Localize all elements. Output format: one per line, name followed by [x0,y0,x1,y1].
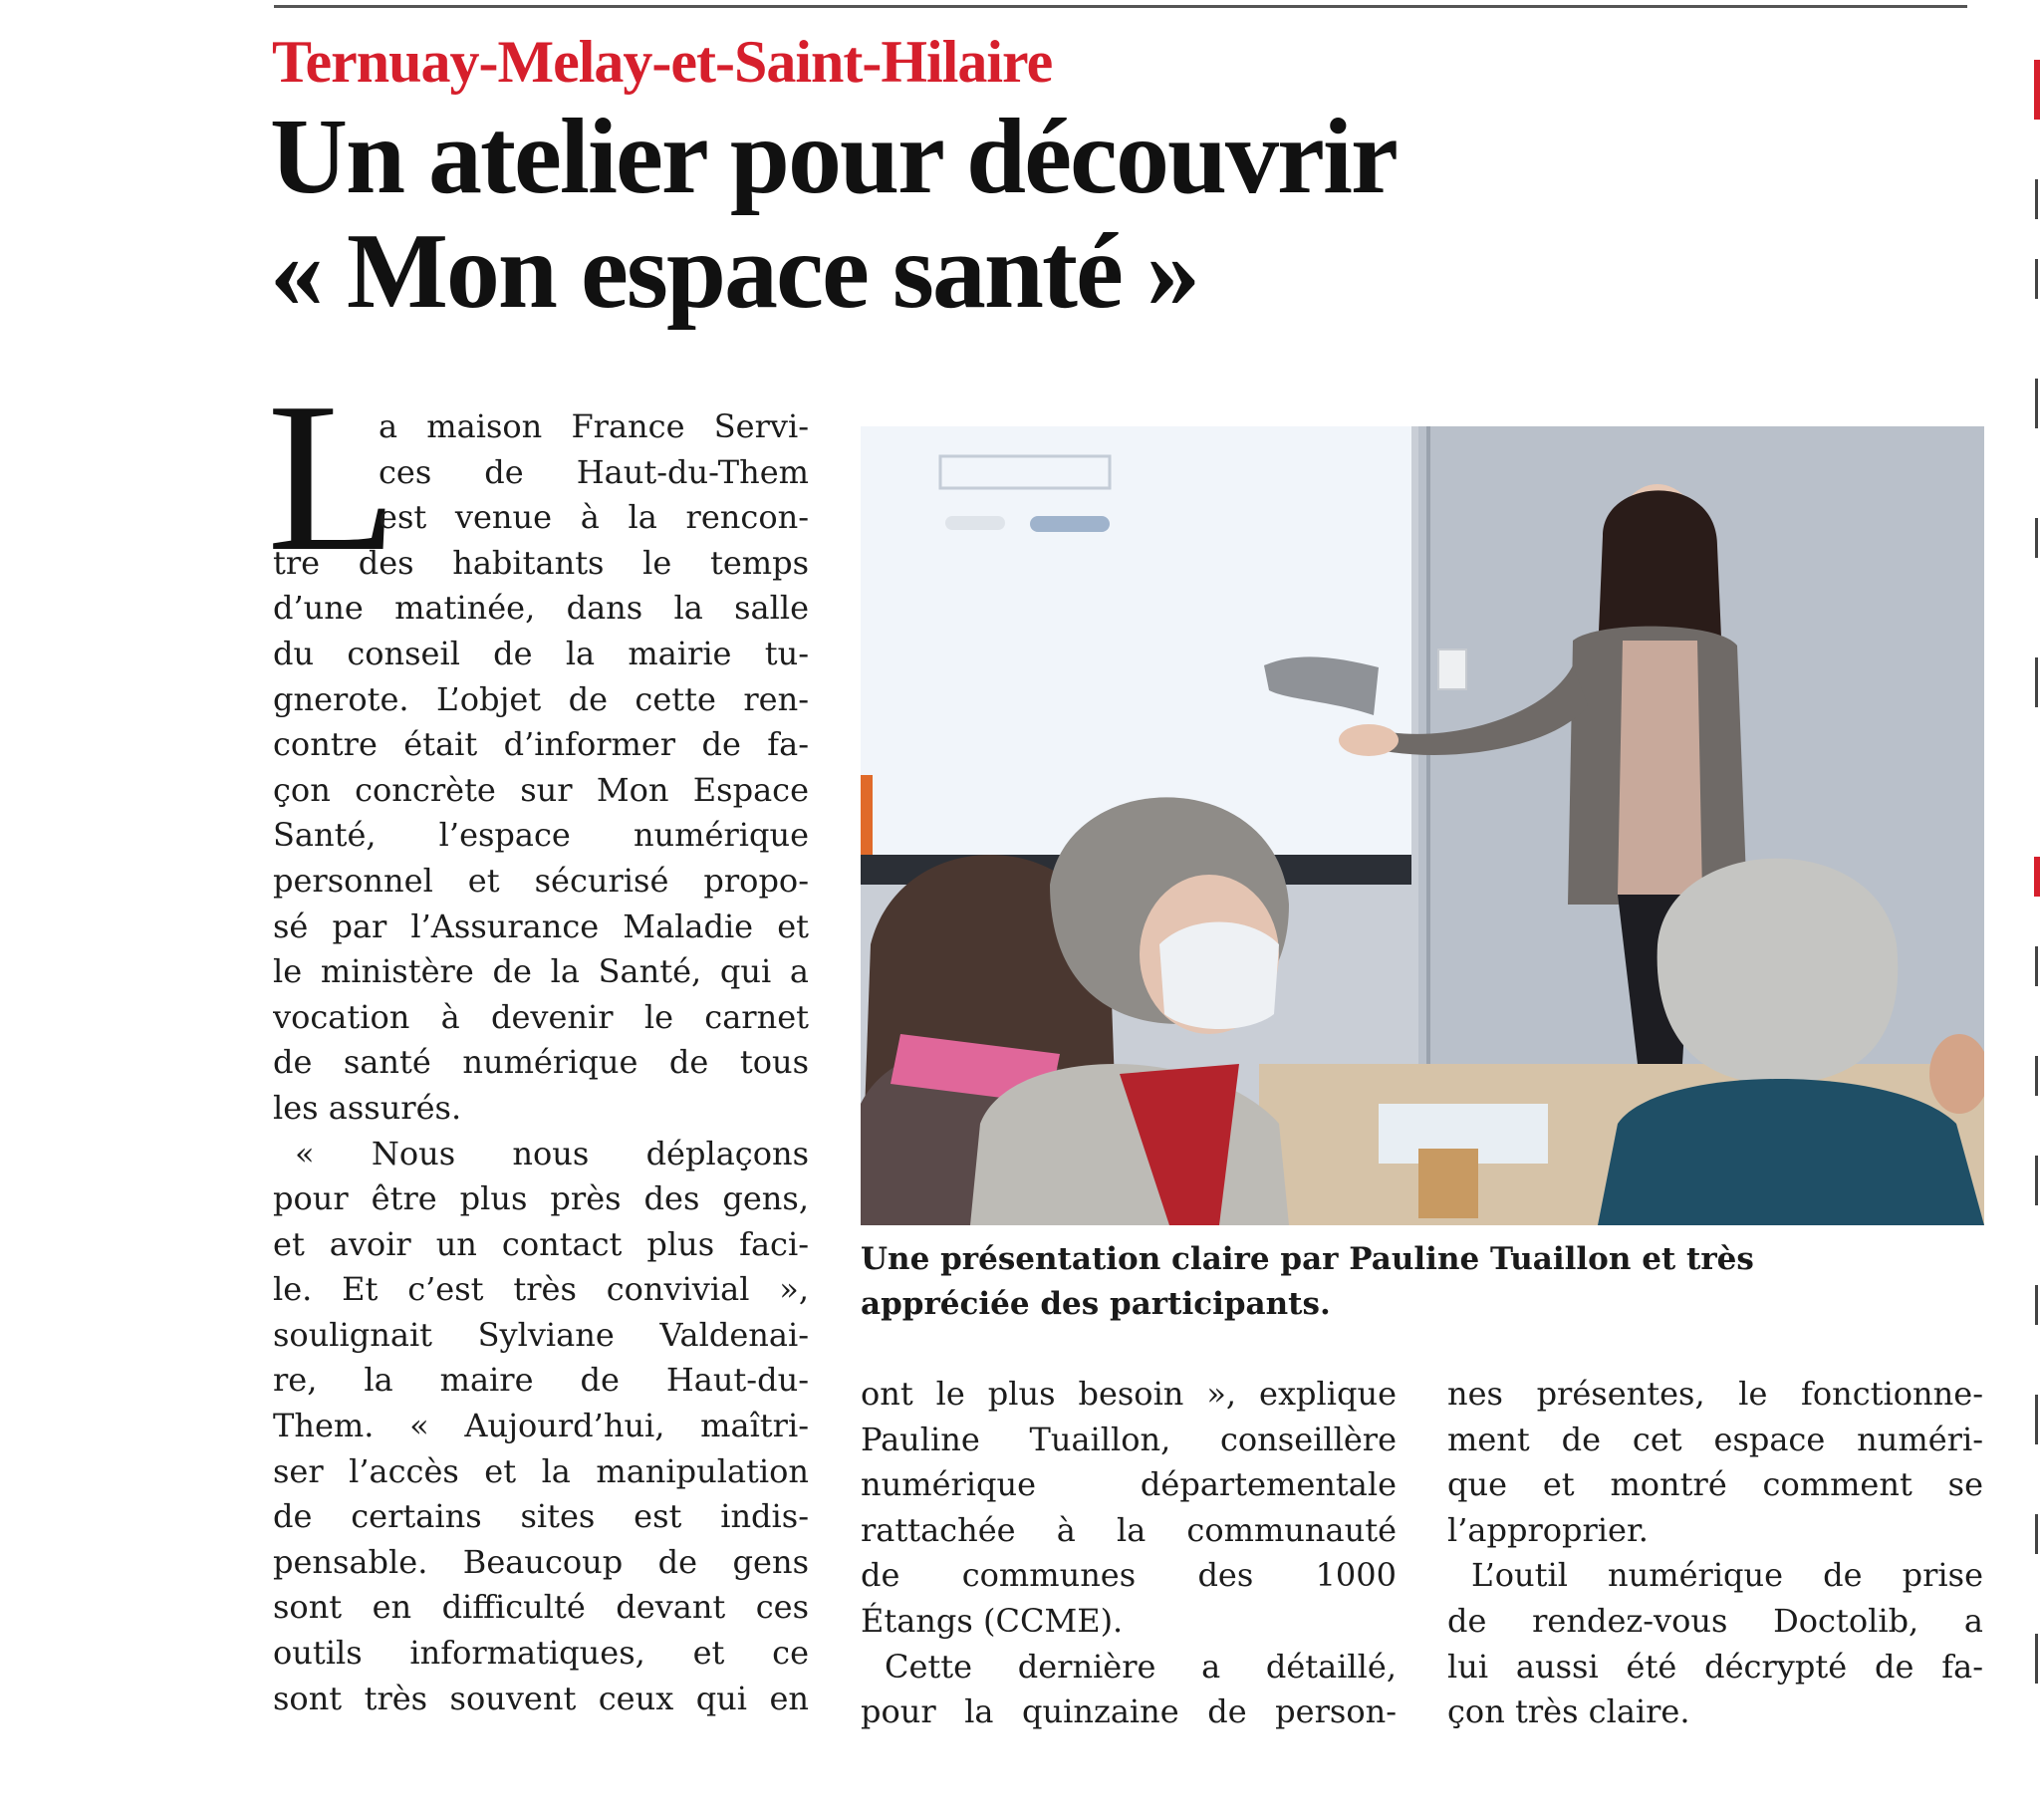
text-line: Étangs (CCME). [861,1601,1124,1640]
text-line: Pauline Tuaillon, conseillère [861,1420,1397,1458]
caption-line-1: Une présentation claire par Pauline Tuaillon et très [861,1241,1754,1277]
article-column-2 [861,1372,1397,1735]
headline-line-1: Un atelier pour découvrir [270,98,1397,216]
text-line: les assurés. [273,1088,462,1127]
text-line: vocation à devenir le carnet [273,997,809,1036]
adjacent-page-edge [2022,0,2040,1820]
text-line: nes présentes, le fonctionne- [1447,1375,1983,1413]
text-line: sont en difficulté devant ces [273,1588,809,1627]
text-line: que et montré comment se [1447,1465,1983,1504]
text-line: Them. « Aujourd’hui, maîtri- [273,1407,809,1445]
text-line: soulignait Sylviane Valdenai- [273,1315,809,1354]
article-headline [270,100,1397,329]
article-column-3 [1447,1372,1983,1735]
text-line: sont très souvent ceux qui en [273,1679,809,1717]
text-line: est venue à la rencon- [379,498,809,537]
text-line: contre était d’informer de fa- [273,725,809,764]
text-line: l’approprier. [1447,1510,1649,1549]
text-line: le. Et c’est très convivial », [273,1270,809,1309]
text-line: tre des habitants le temps [273,543,809,582]
text-line: d’une matinée, dans la salle [273,589,809,628]
article-column-1 [273,404,809,1721]
text-line: ces de Haut-du-Them [379,452,809,491]
text-line: le ministère de la Santé, qui a [273,952,809,991]
text-line: outils informatiques, et ce [273,1634,809,1673]
text-line: Cette dernière a détaillé, [885,1647,1397,1686]
text-line: pour être plus près des gens, [273,1179,809,1218]
text-line: « Nous nous déplaçons [295,1134,809,1172]
text-line: ment de cet espace numéri- [1447,1420,1983,1458]
text-line: a maison France Servi- [379,407,809,445]
text-line: numérique départementale [861,1465,1397,1504]
text-line: du conseil de la mairie tu- [273,634,809,672]
text-line: rattachée à la communauté [861,1510,1397,1549]
text-line: sé par l’Assurance Maladie et [273,907,809,945]
text-line: de certains sites est indis- [273,1497,809,1536]
text-line: de communes des 1000 [861,1556,1397,1595]
text-line: lui aussi été décrypté de fa- [1447,1647,1983,1686]
text-line: çon concrète sur Mon Espace [273,770,809,809]
text-line: de santé numérique de tous [273,1043,809,1082]
text-line: L’outil numérique de prise [1471,1556,1983,1595]
text-line: çon très claire. [1447,1692,1690,1731]
caption-line-2: appréciée des participants. [861,1286,1331,1322]
article-kicker: Ternuay-Melay-et-Saint-Hilaire [272,29,1053,95]
text-line: ont le plus besoin », explique [861,1375,1397,1413]
text-line: de rendez-vous Doctolib, a [1447,1601,1983,1640]
text-line: ser l’accès et la manipulation [273,1451,809,1490]
headline-line-2: « Mon espace santé » [270,212,1198,331]
text-line: Santé, l’espace numérique [273,816,809,855]
drop-cap: L [267,358,398,596]
text-line: personnel et sécurisé propo- [273,861,809,900]
top-rule [274,5,1967,8]
text-line: pour la quinzaine de person- [861,1692,1397,1731]
text-line: gnerote. L’objet de cette ren- [273,679,809,718]
article-photo [861,426,1984,1225]
text-line: re, la maire de Haut-du- [273,1361,809,1400]
text-line: et avoir un contact plus faci- [273,1224,809,1263]
photo-caption [861,1237,1996,1327]
text-line: pensable. Beaucoup de gens [273,1542,809,1581]
